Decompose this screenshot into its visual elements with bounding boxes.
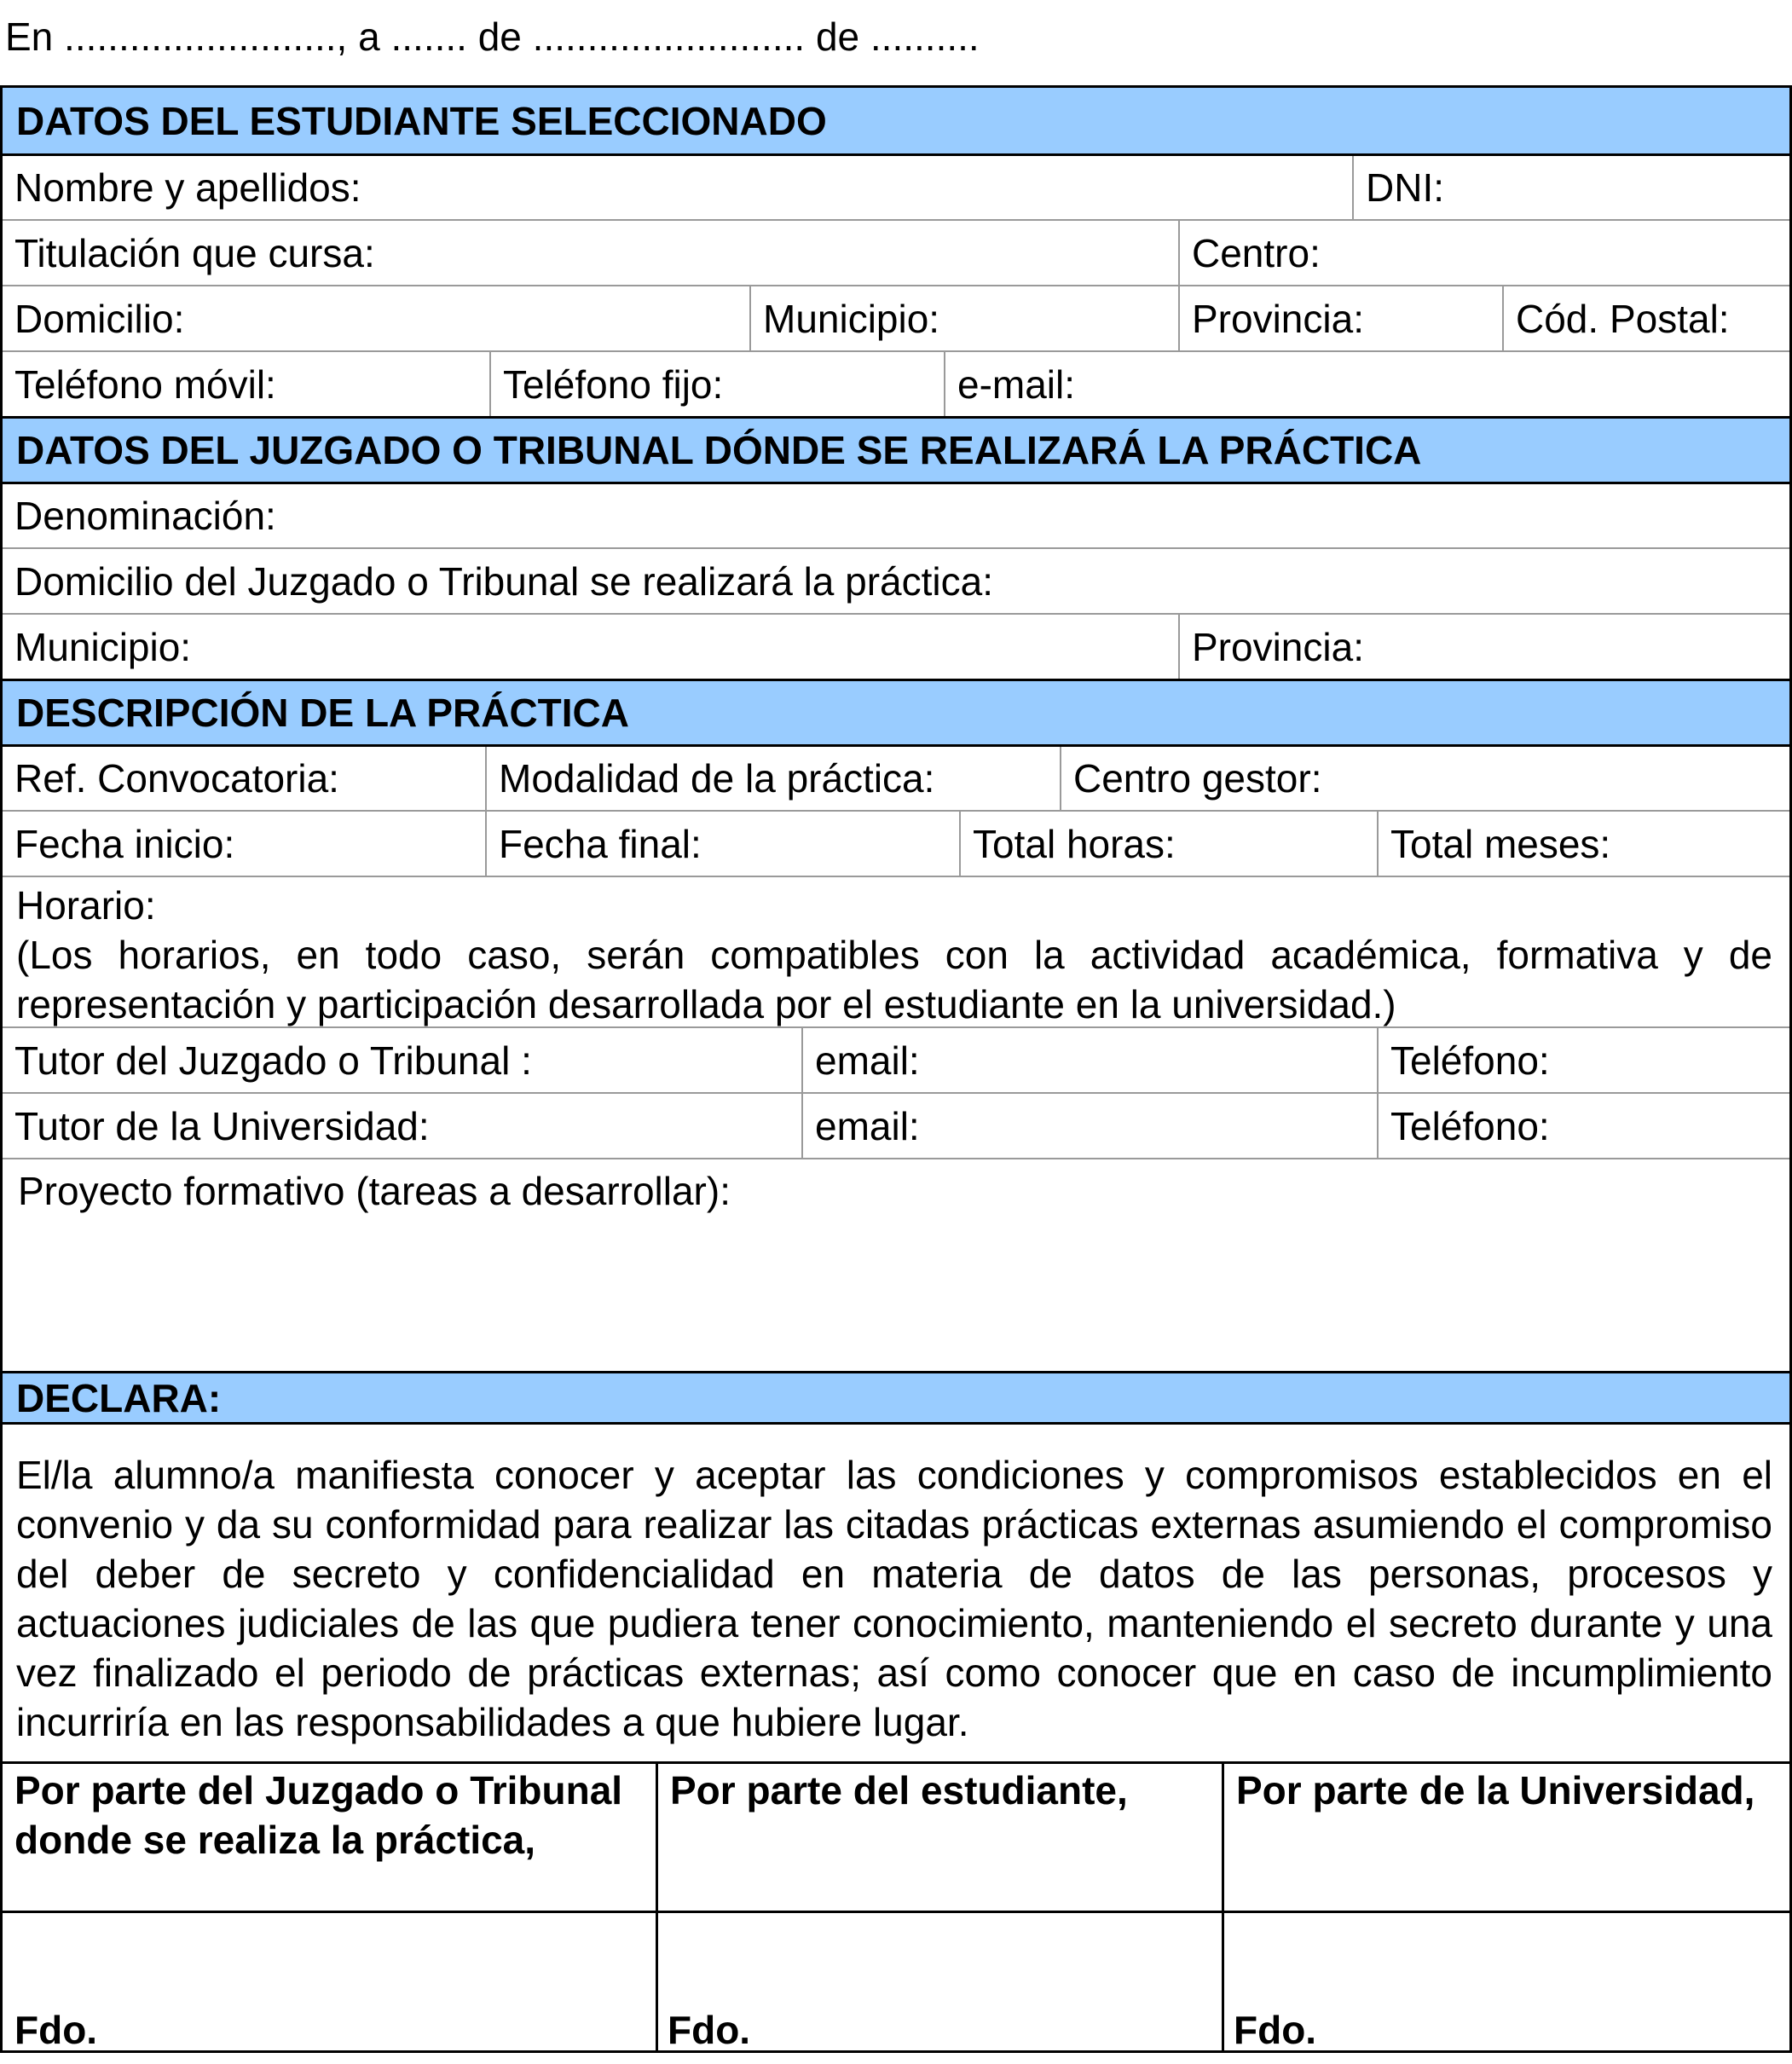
court-denomination-row [3,482,1789,547]
end-date-field[interactable]: Fecha final: [485,812,959,876]
student-address-row [3,285,1789,350]
court-section-header [3,416,1789,482]
practice-modality-field[interactable]: Modalidad de la práctica: [485,747,1060,810]
court-denomination-field[interactable]: Denominación: [14,494,276,538]
total-hours-field[interactable]: Total horas: [959,812,1377,876]
student-center-field[interactable]: Centro: [1178,221,1792,285]
start-date-field[interactable]: Fecha inicio: [14,821,235,866]
student-degree-field[interactable]: Titulación que cursa: [14,230,375,275]
student-mobile-field[interactable]: Teléfono móvil: [14,361,276,407]
court-address-row [3,547,1789,613]
signature-space-row [3,1911,1789,2053]
student-province-field[interactable]: Provincia: [1178,286,1502,350]
court-tutor-phone-field[interactable]: Teléfono: [1377,1028,1792,1092]
practice-section-title: DESCRIPCIÓN DE LA PRÁCTICA [16,691,629,735]
schedule-label: Horario: [16,883,156,928]
university-tutor-row [3,1092,1789,1158]
declaration-section-header [3,1371,1789,1422]
student-contact-row [3,350,1789,416]
court-address-field[interactable]: Domicilio del Juzgado o Tribunal se realizará la práctica: [14,558,994,604]
student-email-field[interactable]: e-mail: [944,352,1792,416]
student-section-title: DATOS DEL ESTUDIANTE SELECCIONADO [16,98,827,143]
declaration-section-title: DECLARA: [16,1375,222,1420]
place-date-line: En ........................., a ....... de ......................... de .......... [5,14,980,59]
university-tutor-email-field[interactable]: email: [801,1094,1377,1158]
court-municipality-field[interactable]: Municipio: [14,624,192,669]
training-project-row [3,1158,1789,1371]
training-project-field[interactable]: Proyecto formativo (tareas a desarrollar): [18,1169,731,1213]
schedule-field[interactable] [16,881,1772,1029]
university-party-label: Por parte de la Universidad, [1222,1764,1792,1911]
student-signature-field[interactable]: Fdo. [668,2008,751,2052]
total-months-field[interactable]: Total meses: [1377,812,1792,876]
student-name-row [3,153,1789,219]
declaration-text: El/la alumno/a manifiesta conocer y aceptar las condiciones y compromisos establecidos en el convenio y da su conformidad para realizar las citadas prácticas externas asumiendo el compromiso del deber de secreto y confidencialidad en materia de datos de las personas, procesos y actuaciones judiciales de las que pudiera tener conocimiento, manteniendo el secreto durante y una vez finalizado el periodo de prácticas externas; así como conocer que en caso de incumplimiento incurriría en las responsabilidades a que hubiere lugar. [16,1453,1772,1744]
court-section-title: DATOS DEL JUZGADO O TRIBUNAL DÓNDE SE REALIZARÁ LA PRÁCTICA [16,428,1422,472]
court-tutor-field[interactable]: Tutor del Juzgado o Tribunal : [14,1038,532,1083]
declaration-row [3,1422,1789,1761]
schedule-note: (Los horarios, en todo caso, serán compatibles con la actividad académica, formativa y de representación y participación desarrollada por el estudiante en la universidad.) [16,933,1772,1026]
student-landline-field[interactable]: Teléfono fijo: [489,352,944,416]
practice-call-row [3,744,1789,810]
university-signature-field[interactable]: Fdo. [1234,2008,1317,2052]
court-province-field[interactable]: Provincia: [1178,615,1792,679]
student-dni-field[interactable]: DNI: [1352,156,1792,219]
practice-dates-row [3,810,1789,876]
student-postal-code-field[interactable]: Cód. Postal: [1502,286,1792,350]
call-reference-field[interactable]: Ref. Convocatoria: [14,756,339,801]
court-tutor-email-field[interactable]: email: [801,1028,1377,1092]
court-tutor-row [3,1026,1789,1092]
student-party-label: Por parte del estudiante, [656,1764,1222,1911]
court-location-row [3,613,1789,679]
court-party-label: Por parte del Juzgado o Tribunal donde se realiza la práctica, [14,1768,623,1862]
university-tutor-phone-field[interactable]: Teléfono: [1377,1094,1792,1158]
practice-section-header [3,679,1789,744]
signature-parties-row [3,1761,1789,1911]
student-address-field[interactable]: Domicilio: [14,296,185,341]
managing-center-field[interactable]: Centro gestor: [1060,747,1792,810]
student-name-field[interactable]: Nombre y apellidos: [14,165,361,210]
internship-form [0,85,1792,2053]
student-municipality-field[interactable]: Municipio: [749,286,1178,350]
student-section-header [3,88,1789,153]
university-tutor-field[interactable]: Tutor de la Universidad: [14,1103,430,1148]
court-signature-field[interactable]: Fdo. [14,2008,98,2052]
student-degree-row [3,219,1789,285]
schedule-row [3,876,1789,1026]
